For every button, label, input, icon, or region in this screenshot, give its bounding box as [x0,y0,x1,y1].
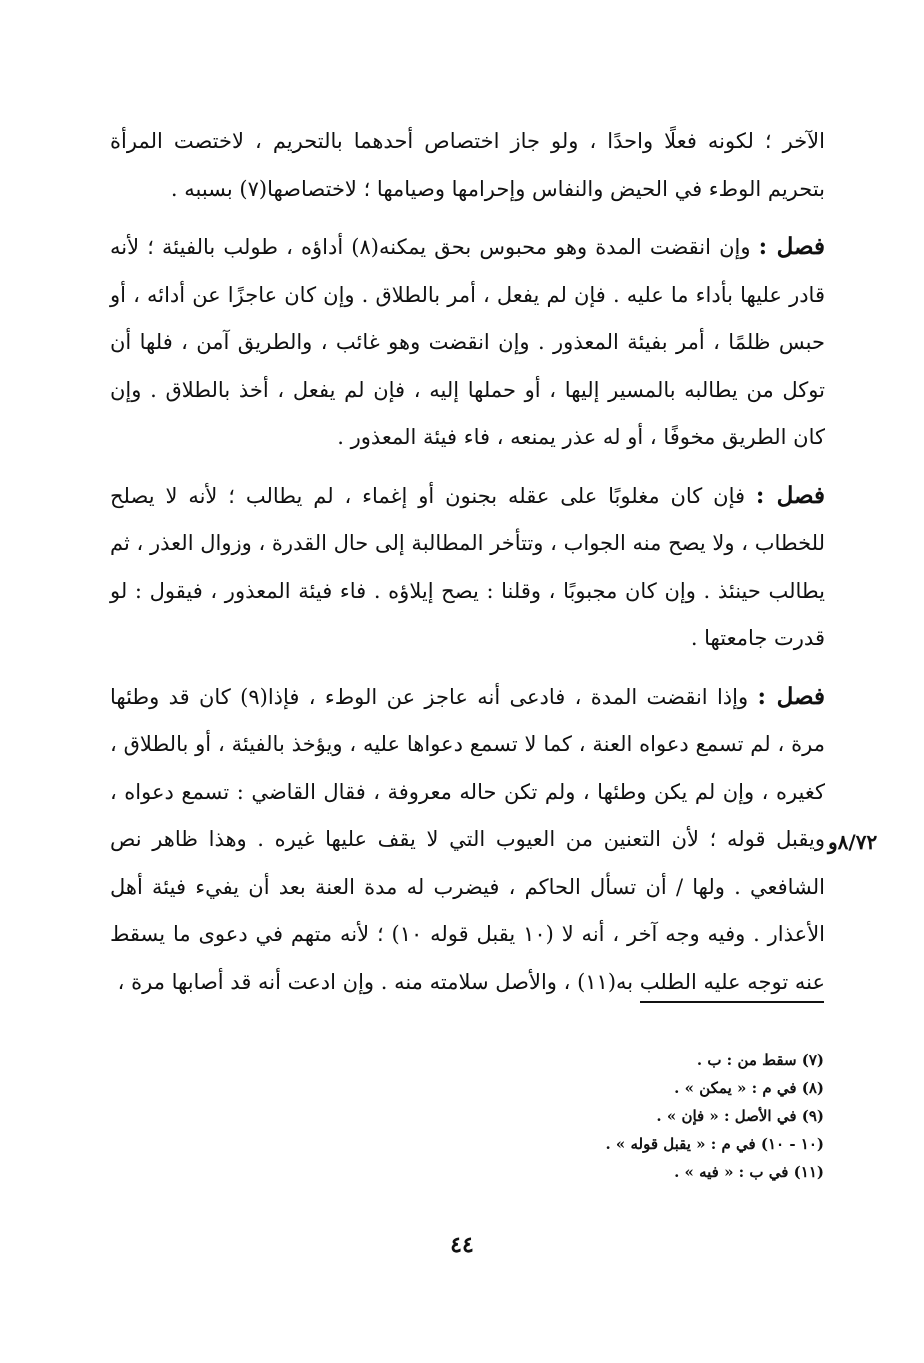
paragraph-text: وإذا انقضت المدة ، فادعى أنه عاجز عن الوطء ، فإذا(٩) كان قد وطئها مرة ، لم تسمع دعواه العنة ، كما لا تسمع دعواها عليه ، ويؤخذ بالفيئة ، أو بالطلاق ، كغيره ، وإن لم يكن وطئها ، ولم تكن حاله معروفة ، فقال القاضي : تسمع دعواه ، ويقبل قوله ؛ لأن التعنين من العيوب التي لا يقف عليها غيره . وهذا ظاهر نص الشافعي . ولها / أن تسأل الحاكم ، فيضرب له مدة العنة بعد أن يفيء فيئة أهل الأعذار . وفيه وجه آخر ، أنه لا (١٠ يقبل قوله ١٠) ؛ لأنه متهم في دعوى ما يسقط عنه توجه عليه الطلب به(١١) ، والأصل سلامته منه . وإن ادعت أنه قد أصابها مرة ، [110,684,825,994]
section-heading: فصل : [757,682,825,710]
page-number: ٤٤ [450,1232,474,1258]
footnote-divider [640,1001,824,1003]
main-text [110,118,825,1016]
paragraph-2 [110,223,825,462]
footnote: (١١) في ب : « فيه » . [674,1163,824,1181]
footnote: (٧) سقط من : ب . [696,1051,824,1069]
section-heading: فصل : [758,233,825,260]
margin-folio-reference: ٨/٧٢و [828,830,878,854]
section-heading: فصل : [755,481,825,509]
paragraph-text: الآخر ؛ لكونه فعلًا واحدًا ، ولو جاز اختصاص أحدهما بالتحريم ، لاختصت المرأة بتحريم الوطء في الحيض والنفاس وإحرامها وصيامها ؛ لاختصاصها(٧) بسببه . [110,129,825,201]
footnote: (٩) في الأصل : « فإن » . [656,1107,824,1125]
paragraph-1 [110,118,825,213]
paragraph-text: وإن انقضت المدة وهو محبوس بحق يمكنه(٨) أداؤه ، طولب بالفيئة ؛ لأنه قادر عليها بأداء ما عليه . فإن لم يفعل ، أمر بالطلاق . وإن كان عاجزًا عن أدائه ، أو حبس ظلمًا ، أمر بفيئة المعذور . وإن انقضت وهو غائب ، والطريق آمن ، فلها أن توكل من يطالبه بالمسير إليها ، أو حملها إليه ، فإن لم يفعل ، أخذ بالطلاق . وإن كان الطريق مخوفًا ، أو له عذر يمنعه ، فاء فيئة المعذور . [110,235,825,449]
footnote: (٨) في م : « يمكن » . [674,1079,824,1097]
paragraph-3 [110,472,825,663]
paragraph-4 [110,673,825,1007]
footnote: (١٠ - ١٠) في م : « يقبل قوله » . [605,1135,824,1153]
paragraph-text: فإن كان مغلوبًا على عقله بجنون أو إغماء ، لم يطالب ؛ لأنه لا يصلح للخطاب ، ولا يصح منه الجواب ، وتتأخر المطالبة إلى حال القدرة ، وزوال العذر ، ثم يطالب حينئذ . وإن كان مجبوبًا ، وقلنا : يصح إيلاؤه . فاء فيئة المعذور ، فيقول : لو قدرت جامعتها . [110,483,825,650]
footnotes [380,1046,824,1186]
